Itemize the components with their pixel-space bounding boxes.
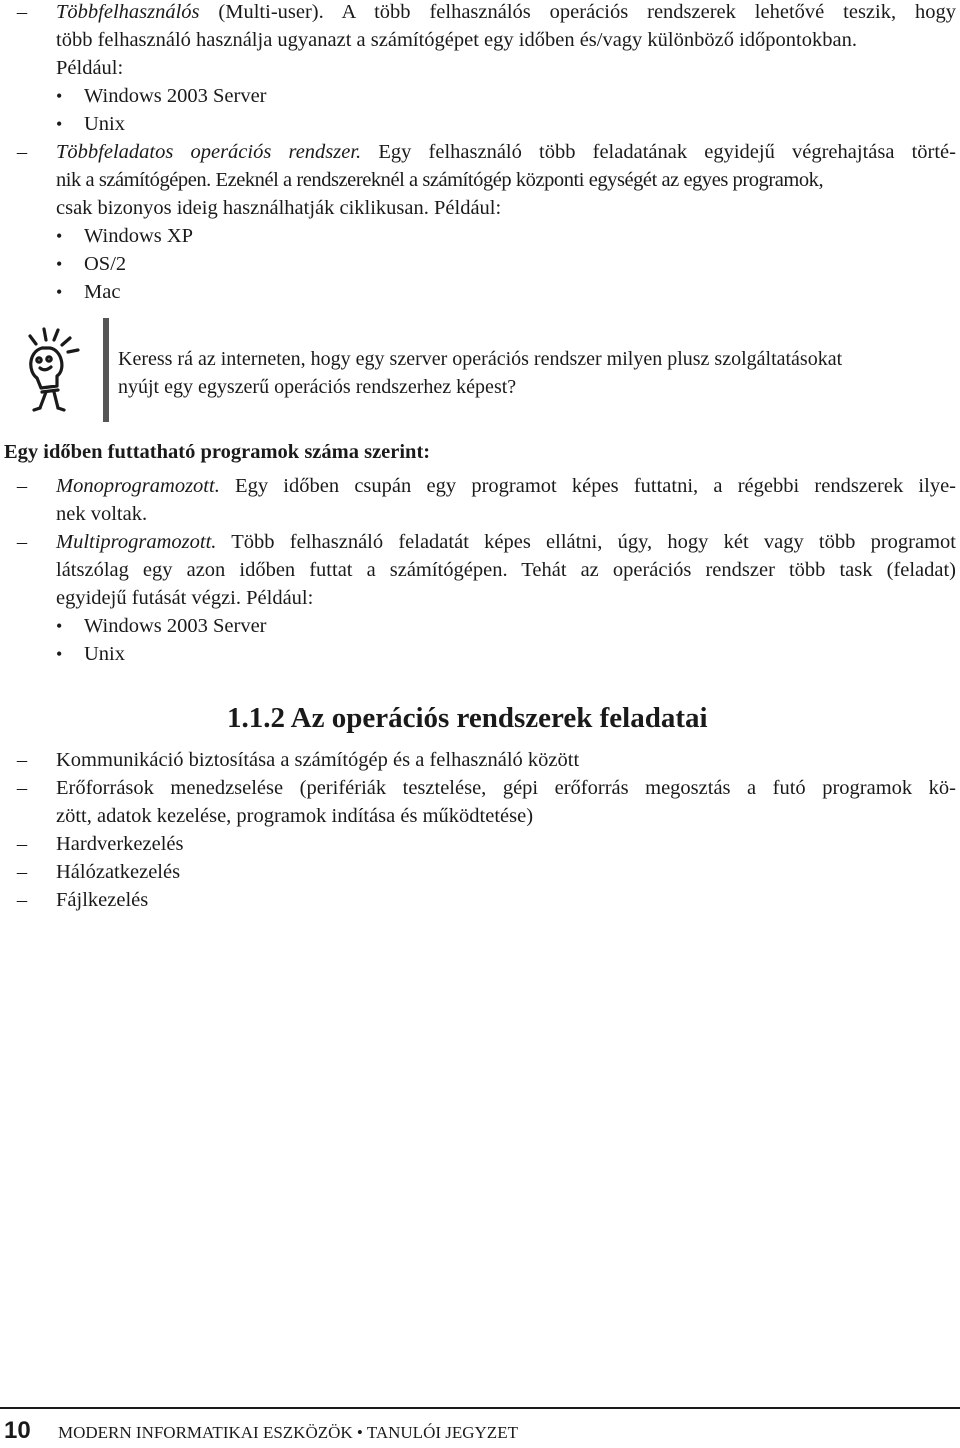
term-mono: Monoprogramozott.	[56, 475, 220, 497]
lightbulb-icon	[24, 326, 88, 416]
task-item: Fájlkezelés	[56, 889, 149, 911]
footer-title	[58, 1419, 518, 1447]
bullet: •	[56, 644, 63, 664]
tip-text: Keress rá az interneten, hogy egy szerver operációs rendszer milyen plusz szolgáltatásokat	[118, 348, 843, 370]
list-dash: –	[16, 777, 28, 799]
bullet: •	[56, 86, 63, 106]
text-line: zött, adatok kezelése, programok indítása és működtetése)	[56, 805, 534, 827]
example-item: Windows XP	[84, 225, 194, 247]
list-item-multi	[56, 528, 956, 556]
example-item: Unix	[84, 643, 125, 665]
tip-bar	[103, 318, 109, 422]
term-multi: Multiprogramozott.	[56, 531, 217, 553]
list-dash: –	[16, 1, 28, 23]
task-item: Kommunikáció biztosítása a számítógép és a felhasználó között	[56, 749, 580, 771]
list-dash: –	[16, 475, 28, 497]
text: (Multi-user). A több felhasználós operációs rendszerek lehetővé teszik, hogy	[199, 1, 956, 23]
bullet: •	[56, 282, 63, 302]
bullet: •	[56, 254, 63, 274]
text: Egy időben csupán egy programot képes futtatni, a régebbi rendszerek ilye-	[219, 475, 956, 497]
example-item: Mac	[84, 281, 121, 303]
text-line: nek voltak.	[56, 503, 148, 525]
tip-text: nyújt egy egyszerű operációs rendszerhez képest?	[118, 376, 517, 398]
example-item: Windows 2003 Server	[84, 615, 267, 637]
term-multiuser: Többfelhasználós	[56, 1, 200, 23]
bullet: •	[56, 616, 63, 636]
book-title: MODERN INFORMATIKAI ESZKÖZÖK	[58, 1423, 353, 1442]
list-item-multiuser	[56, 0, 956, 26]
term-multitask: Többfeladatos operációs rendszer.	[56, 141, 362, 163]
section-title: Egy időben futtatható programok száma szerint:	[4, 441, 431, 463]
page-number: 10	[4, 1417, 31, 1444]
footer-separator: •	[356, 1423, 363, 1442]
text-line: látszólag egy azon időben futtat a számítógépen. Tehát az operációs rendszer több task (feladat)	[56, 559, 956, 581]
list-dash: –	[16, 889, 28, 911]
example-item: Windows 2003 Server	[84, 85, 267, 107]
task-item: Hardverkezelés	[56, 833, 184, 855]
text: Több felhasználó feladatát képes ellátni, úgy, hogy két vagy több programot	[216, 531, 956, 553]
task-item: Erőforrások menedzselése (perifériák tesztelése, gépi erőforrás megosztás a futó programok kö-	[56, 777, 956, 799]
text-line: egyidejű futását végzi. Például:	[56, 587, 314, 609]
text-line: csak bizonyos ideig használhatják ciklikusan. Például:	[56, 197, 502, 219]
footer-subtitle: TANULÓI JEGYZET	[366, 1423, 518, 1442]
list-dash: –	[16, 861, 28, 883]
list-dash: –	[16, 749, 28, 771]
list-item-multitask	[56, 138, 956, 166]
list-dash: –	[16, 833, 28, 855]
list-item-mono	[56, 472, 956, 500]
bullet: •	[56, 226, 63, 246]
chapter-heading: 1.1.2 Az operációs rendszerek feladatai	[227, 702, 708, 734]
task-item: Hálózatkezelés	[56, 861, 181, 883]
text-line: Például:	[56, 57, 124, 79]
text-line: nik a számítógépen. Ezeknél a rendszereknél a számítógép központi egységét az egyes programok,	[56, 169, 824, 191]
list-dash: –	[16, 141, 28, 163]
text-line: több felhasználó használja ugyanazt a számítógépet egy időben és/vagy különböző időpontokban.	[56, 29, 857, 51]
list-dash: –	[16, 531, 28, 553]
text: Egy felhasználó több feladatának egyidejű végrehajtása törté-	[361, 141, 956, 163]
example-item: Unix	[84, 113, 125, 135]
footer-rule	[0, 1407, 960, 1409]
bullet: •	[56, 114, 63, 134]
example-item: OS/2	[84, 253, 127, 275]
